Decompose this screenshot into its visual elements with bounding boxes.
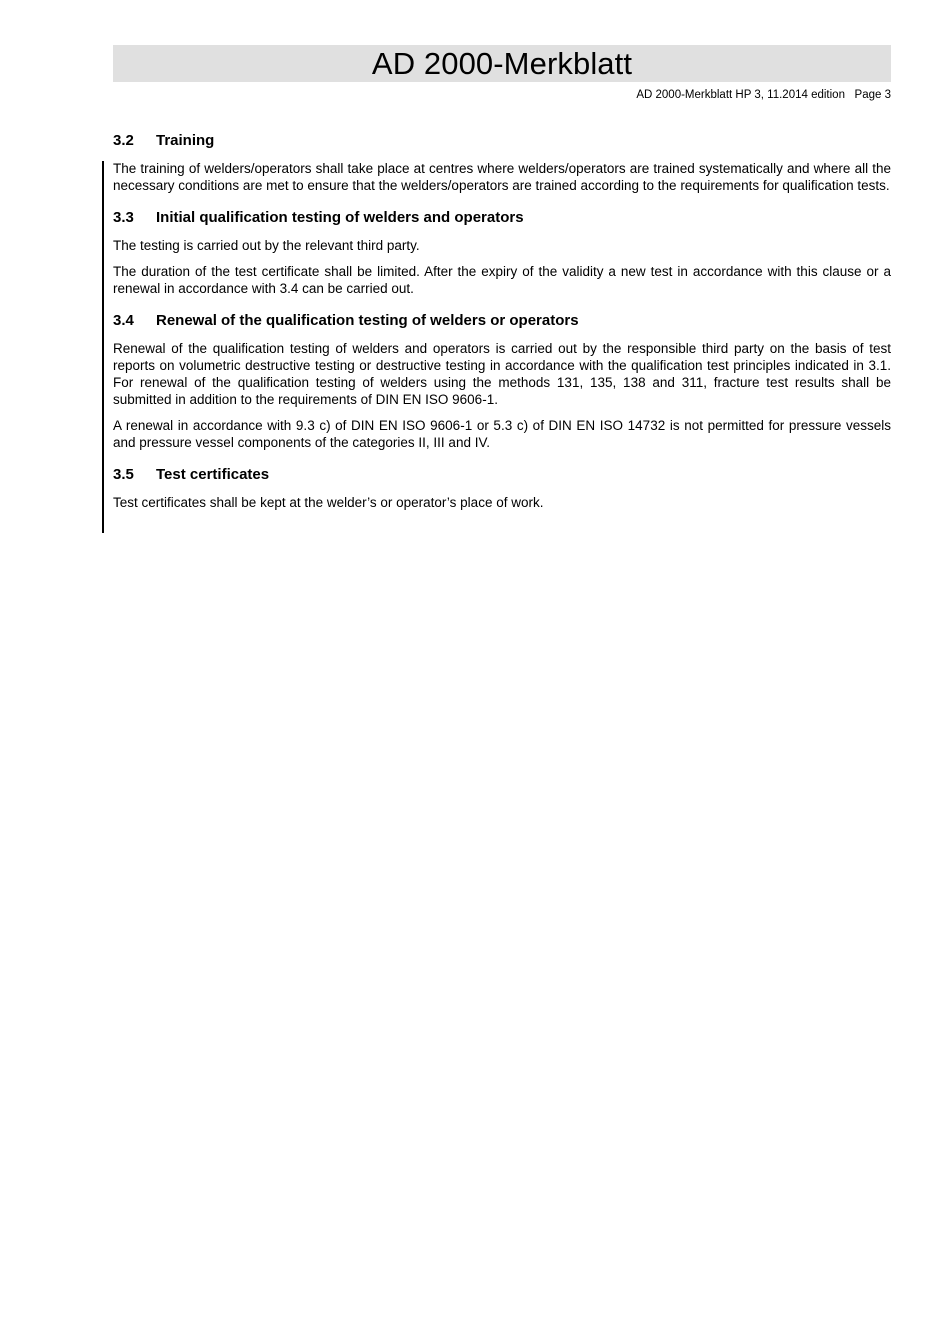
- section-title: Renewal of the qualification testing of welders or operators: [156, 312, 579, 329]
- paragraph: The duration of the test certificate shall be limited. After the expiry of the validity a new test in accordance with this clause or a renewal in accordance with 3.4 can be carried out.: [113, 264, 891, 296]
- section-number: 3.5: [113, 466, 134, 483]
- section-3-4: [113, 311, 891, 451]
- section-title: Initial qualification testing of welders and operators: [156, 209, 524, 226]
- revision-change-bar: [102, 161, 104, 533]
- edition-page-line: AD 2000-Merkblatt HP 3, 11.2014 edition Page 3: [636, 89, 891, 101]
- section-3-3: [113, 208, 891, 297]
- section-heading: [113, 208, 891, 228]
- section-number: 3.4: [113, 312, 134, 329]
- section-title: Training: [156, 132, 215, 149]
- document-title: AD 2000-Merkblatt: [371, 46, 633, 81]
- paragraph: The training of welders/operators shall take place at centres where welders/operators are trained systematically and where all the necessary conditions are met to ensure that the welders/operators are trained according to the requirements for qualification tests.: [113, 161, 891, 193]
- document-body: [113, 131, 891, 520]
- section-number: 3.3: [113, 209, 134, 226]
- section-number: 3.2: [113, 132, 134, 149]
- section-heading: [113, 465, 891, 485]
- paragraph: Test certificates shall be kept at the welder’s or operator’s place of work.: [113, 495, 544, 510]
- section-title: Test certificates: [156, 466, 270, 483]
- section-heading: [113, 311, 891, 331]
- section-3-2: [113, 131, 891, 194]
- document-header-bar: [113, 45, 891, 82]
- section-3-5: [113, 465, 891, 511]
- paragraph: A renewal in accordance with 9.3 c) of DIN EN ISO 9606-1 or 5.3 c) of DIN EN ISO 14732 is not permitted for pressure vessels and pressure vessel components of the categories II, III and IV.: [113, 418, 891, 450]
- paragraph: The testing is carried out by the relevant third party.: [113, 238, 420, 253]
- paragraph: Renewal of the qualification testing of welders and operators is carried out by the responsible third party on the basis of test reports on volumetric destructive testing or destructive testing in accordance with the qualification test principles indicated in 3.1. For renewal of the qualification testing of welders using the methods 131, 135, 138 and 311, fracture test results shall be submitted in addition to the requirements of DIN EN ISO 9606-1.: [113, 341, 891, 407]
- section-heading: [113, 131, 891, 151]
